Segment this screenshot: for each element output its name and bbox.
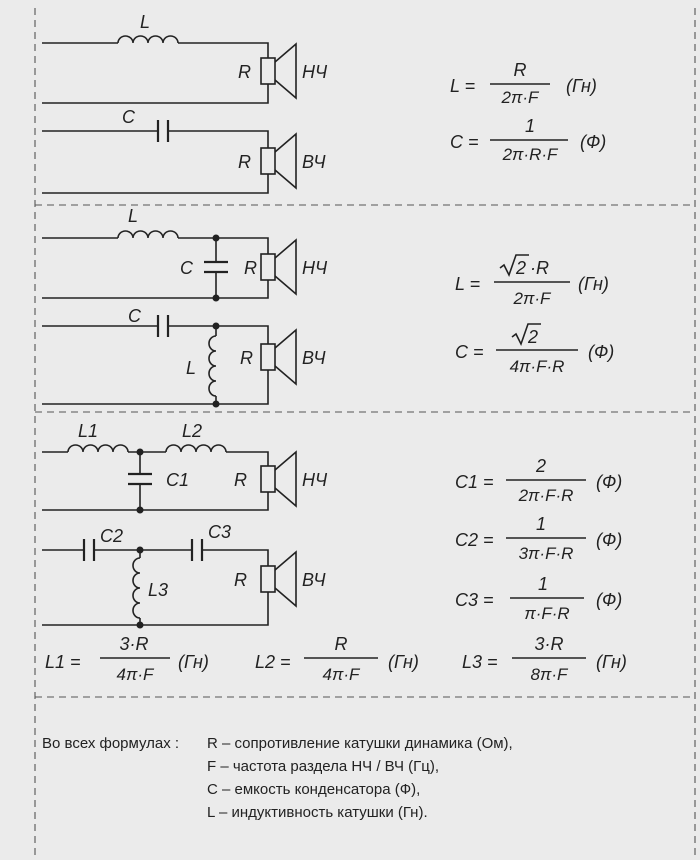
s3-speaker-high [261,552,296,606]
svg-text:(Ф): (Ф) [596,472,623,492]
svg-text:(Ф): (Ф) [596,590,623,610]
svg-text:C =: C = [450,132,479,152]
svg-text:L1 =: L1 = [45,652,81,672]
s3-node-low-bottom [137,507,144,514]
svg-text:1: 1 [524,116,536,136]
s1-formula-C [450,116,606,164]
s3-label-high: ВЧ [302,570,326,590]
svg-text:2: 2 [535,456,547,476]
s2-speaker-low [261,240,296,294]
s2-formula-C [455,324,614,376]
s2-high-wire-top [42,326,268,344]
s3-label-R-low: R [234,470,247,490]
s1-high-wire-bottom [42,174,268,193]
svg-text:C1 =: C1 = [455,472,494,492]
svg-text:L2 =: L2 = [255,652,291,672]
svg-text:(Гн): (Гн) [178,652,209,672]
s2-high-wire-bottom [42,370,268,404]
s1-label-low: НЧ [302,62,328,82]
s2-label-low: НЧ [302,258,328,278]
s3-formula-L1 [45,634,209,684]
svg-text:(Гн): (Гн) [566,76,597,96]
section-2-second-order [42,206,614,408]
svg-text:·R: ·R [530,258,549,278]
legend-line-R: R – сопротивление катушки динамика (Ом), [207,735,513,752]
svg-text:(Гн): (Гн) [578,274,609,294]
svg-text:R: R [513,60,527,80]
s2-inductor-L [118,231,178,238]
section-1-first-order [42,12,606,193]
s3-speaker-low [261,452,296,506]
svg-text:L =: L = [450,76,476,96]
svg-text:3·R: 3·R [119,634,149,654]
svg-text:C =: C = [455,342,484,362]
s1-formula-L [450,60,597,107]
svg-text:C2 =: C2 = [455,530,494,550]
svg-text:4π·F: 4π·F [322,665,360,684]
s2-label-R-low: R [244,258,257,278]
s2-speaker-high [261,330,296,384]
svg-text:L3 =: L3 = [462,652,498,672]
svg-text:2: 2 [516,258,527,278]
svg-text:2: 2 [528,327,539,347]
svg-text:(Ф): (Ф) [596,530,623,550]
s3-node-high-top [137,547,144,554]
s2-label-L-shunt: L [186,358,197,378]
legend [42,735,513,821]
s3-label-low: НЧ [302,470,328,490]
legend-line-L: L – индуктивность катушки (Гн). [207,804,428,821]
s3-formula-C1 [455,456,622,505]
s2-node-bottom [213,295,220,302]
legend-intro: Во всех формулах : [42,735,180,752]
s2-low-wire-bottom [42,280,268,298]
s3-inductor-L1 [68,445,128,452]
s1-label-R-low: R [238,62,251,82]
svg-text:R: R [334,634,348,654]
svg-text:3π·F·R: 3π·F·R [518,544,574,563]
s3-label-L3: L3 [148,580,169,600]
s2-inductor-L-shunt [209,336,216,396]
s3-formula-L2 [255,634,419,684]
s3-node-high-bottom [137,622,144,629]
s1-high-wire-top [42,131,268,148]
s1-label-R-high: R [238,152,251,172]
s3-low-wire-bottom [42,492,268,510]
s2-capacitor-C-series [158,315,168,337]
s2-label-C-series: C [128,306,141,326]
svg-text:(Гн): (Гн) [596,652,627,672]
svg-text:1: 1 [535,514,547,534]
s3-label-C2: C2 [100,526,124,546]
s3-formula-C3 [455,574,622,623]
s2-node-top [213,235,220,242]
s1-label-high: ВЧ [302,152,326,172]
svg-text:C3 =: C3 = [455,590,494,610]
s1-capacitor-C [158,120,168,142]
s2-capacitor-C-shunt [204,262,228,272]
svg-text:8π·F: 8π·F [530,665,568,684]
s1-low-wire-bottom [42,84,268,103]
s2-low-wire-top [42,238,268,254]
s3-low-wire-top [42,452,268,466]
s3-label-C1: C1 [166,470,190,490]
s1-inductor-L [118,36,178,43]
s3-capacitor-C1 [128,474,152,484]
svg-text:2π·F·R: 2π·F·R [518,486,574,505]
s3-formula-C2 [455,514,622,563]
legend-line-F: F – частота раздела НЧ / ВЧ (Гц), [207,758,440,775]
svg-text:L =: L = [455,274,481,294]
s3-high-wire-top [42,550,268,566]
s1-speaker-low [261,44,296,98]
s2-node-bottom-high [213,401,220,408]
s2-formula-L [455,255,609,308]
s2-node-top-high [213,323,220,330]
svg-text:4π·F: 4π·F [116,665,154,684]
s3-inductor-L3 [133,558,140,618]
svg-text:2π·F: 2π·F [513,289,551,308]
s1-speaker-high [261,134,296,188]
svg-text:π·F·R: π·F·R [524,604,570,623]
s2-label-C-shunt: C [180,258,193,278]
s3-node-low-top [137,449,144,456]
s3-formula-L3 [462,634,627,684]
s2-label-L: L [128,206,139,226]
s3-label-C3: C3 [208,522,232,542]
s3-inductor-L2 [166,445,226,452]
s1-low-wire-top [42,43,268,58]
svg-text:(Ф): (Ф) [588,342,615,362]
s2-label-high: ВЧ [302,348,326,368]
section-3-third-order [42,421,627,684]
s1-label-L: L [140,12,151,32]
svg-text:(Гн): (Гн) [388,652,419,672]
s1-label-C: C [122,107,135,127]
svg-text:2π·R·F: 2π·R·F [502,145,558,164]
s3-capacitor-C3 [192,539,202,561]
legend-line-C: C – емкость конденсатора (Ф), [207,781,421,798]
svg-text:1: 1 [537,574,549,594]
s3-label-L1: L1 [78,421,99,441]
s3-label-R-high: R [234,570,247,590]
s2-label-R-high: R [240,348,253,368]
s3-capacitor-C2 [84,539,94,561]
svg-text:2π·F: 2π·F [501,88,539,107]
svg-text:4π·F·R: 4π·F·R [509,357,565,376]
svg-text:(Ф): (Ф) [580,132,607,152]
s3-label-L2: L2 [182,421,203,441]
svg-text:3·R: 3·R [534,634,564,654]
